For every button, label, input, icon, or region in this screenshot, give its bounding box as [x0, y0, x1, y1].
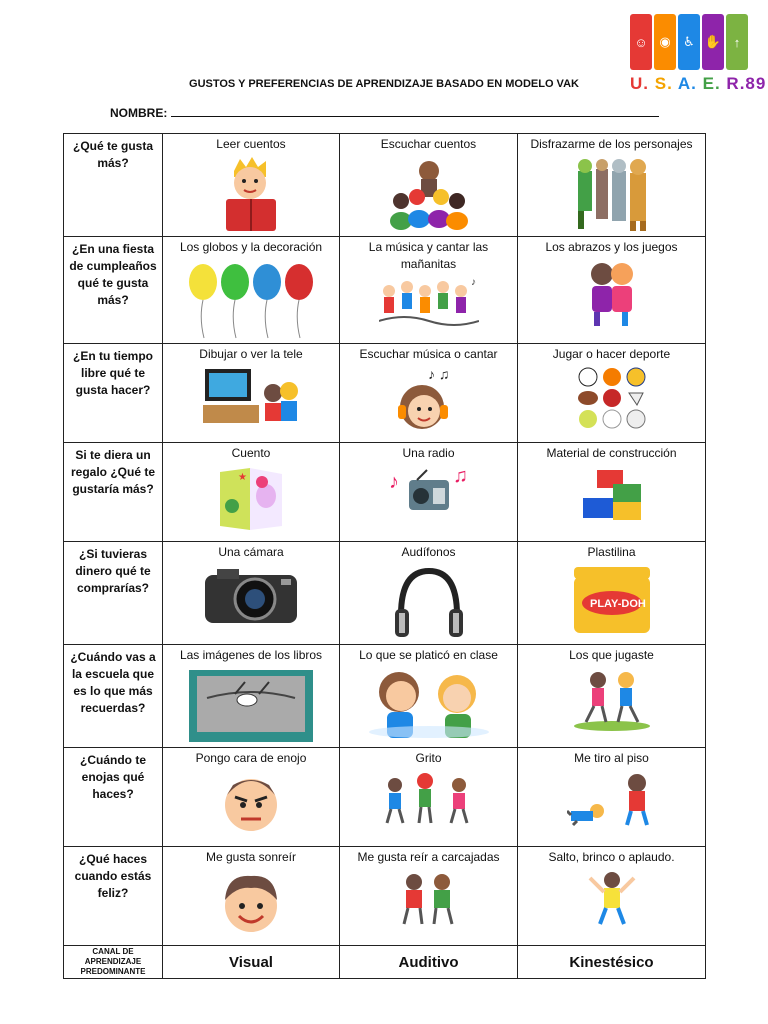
option-cell[interactable]: [518, 443, 706, 542]
option-label: Leer cuentos: [216, 137, 286, 151]
option-cell[interactable]: [340, 134, 518, 237]
option-label: Las imágenes de los libros: [179, 648, 323, 662]
option-cell[interactable]: [340, 847, 518, 946]
option-cell[interactable]: [163, 134, 340, 237]
svg-text:♪: ♪: [470, 277, 476, 288]
option-label: Me tiro al piso: [574, 751, 649, 765]
question-row: [64, 847, 706, 946]
logo-block-green: ↑: [726, 14, 748, 70]
logo-block-blue: ♿: [678, 14, 700, 70]
option-label: Dibujar o ver la tele: [199, 347, 303, 361]
canal-label: CANAL DE APRENDIZAJE PREDOMINANTE: [64, 946, 163, 979]
option-cell[interactable]: [518, 748, 706, 847]
option-label: Escuchar música o cantar: [359, 347, 498, 361]
building-blocks-icon: [518, 466, 705, 531]
option-label: Los globos y la decoración: [179, 240, 323, 254]
logo-block-orange: ◉: [654, 14, 676, 70]
option-label: Escuchar cuentos: [380, 137, 477, 151]
angry-face-icon: [163, 771, 339, 838]
option-label: Material de construcción: [546, 446, 677, 460]
option-label: Cuento: [231, 446, 271, 460]
option-cell[interactable]: [163, 443, 340, 542]
costumed-characters-icon: [518, 157, 705, 236]
girl-listening-music-icon: [340, 367, 517, 442]
kids-laughing-icon: [340, 870, 517, 929]
question-text: ¿Cuándo te enojas qué haces?: [64, 748, 163, 847]
question-row: [64, 134, 706, 237]
option-cell[interactable]: [163, 645, 340, 748]
option-cell[interactable]: [518, 237, 706, 344]
headphones-icon: [340, 565, 517, 644]
channel-kinestesico[interactable]: Kinestésico: [518, 946, 706, 979]
balloons-icon: [163, 260, 339, 343]
option-label: Pongo cara de enojo: [195, 751, 307, 765]
option-label: Me gusta sonreír: [205, 850, 297, 864]
svg-text:★: ★: [238, 472, 247, 483]
option-cell[interactable]: [340, 645, 518, 748]
question-row: [64, 748, 706, 847]
play-dough-icon: [518, 565, 705, 640]
child-tantrum-floor-icon: [518, 771, 705, 830]
vak-table: [63, 133, 706, 979]
option-label: Disfrazarme de los personajes: [530, 137, 693, 151]
svg-text:♪ ♫: ♪ ♫: [427, 367, 449, 382]
option-cell[interactable]: [518, 847, 706, 946]
svg-text:♪: ♪: [388, 471, 399, 493]
question-text: ¿En tu tiempo libre qué te gusta hacer?: [64, 344, 163, 443]
children-hugging-icon: [518, 260, 705, 329]
option-label: Jugar o hacer deporte: [552, 347, 671, 361]
svg-text:PLAY-DOH: PLAY-DOH: [589, 598, 646, 610]
question-row: [64, 443, 706, 542]
svg-text:♫: ♫: [452, 466, 468, 487]
option-cell[interactable]: [163, 344, 340, 443]
page-title: GUSTOS Y PREFERENCIAS DE APRENDIZAJE BASADO EN MODELO VAK: [189, 78, 579, 90]
option-cell[interactable]: [340, 443, 518, 542]
child-jumping-icon: [518, 870, 705, 933]
child-reading-book-icon: [163, 157, 339, 236]
option-cell[interactable]: [163, 542, 340, 645]
option-cell[interactable]: [163, 847, 340, 946]
logo-color-blocks: [630, 14, 750, 70]
option-cell[interactable]: [340, 344, 518, 443]
option-label: Salto, brinco o aplaudo.: [548, 850, 675, 864]
option-label: Grito: [415, 751, 442, 765]
option-label: Audífonos: [401, 545, 456, 559]
smiling-boy-icon: [163, 870, 339, 939]
option-cell[interactable]: [518, 542, 706, 645]
option-cell[interactable]: [163, 748, 340, 847]
question-text: ¿En una fiesta de cumpleaños qué te gusta más?: [64, 237, 163, 344]
option-cell[interactable]: [518, 645, 706, 748]
option-label: Me gusta reír a carcajadas: [357, 850, 500, 864]
option-label: Plastilina: [587, 545, 636, 559]
option-cell[interactable]: [518, 134, 706, 237]
question-text: ¿Qué haces cuando estás feliz?: [64, 847, 163, 946]
option-cell[interactable]: [340, 237, 518, 344]
logo-text: U. S. A. E. R.89: [630, 74, 767, 93]
question-text: ¿Si tuvieras dinero qué te comprarías?: [64, 542, 163, 645]
name-field[interactable]: [110, 106, 659, 120]
option-cell[interactable]: [340, 542, 518, 645]
question-text: Si te diera un regalo ¿Qué te gustaría más?: [64, 443, 163, 542]
option-cell[interactable]: [518, 344, 706, 443]
question-row: [64, 344, 706, 443]
question-text: ¿Qué te gusta más?: [64, 134, 163, 237]
option-label: Una radio: [402, 446, 455, 460]
name-label: NOMBRE:: [110, 106, 168, 120]
option-cell[interactable]: [340, 748, 518, 847]
camera-icon: [163, 565, 339, 630]
kids-shouting-icon: [340, 771, 517, 828]
logo-block-red: ☺: [630, 14, 652, 70]
option-label: Una cámara: [218, 545, 284, 559]
channel-visual[interactable]: Visual: [163, 946, 340, 979]
footer-row: [64, 946, 706, 979]
storybook-icon: [163, 466, 339, 535]
children-listening-story-icon: [340, 157, 517, 236]
children-singing-icon: [340, 277, 517, 332]
option-label: Los que jugaste: [569, 648, 654, 662]
option-label: Los abrazos y los juegos: [545, 240, 678, 254]
question-row: [64, 542, 706, 645]
radio-icon: [340, 466, 517, 517]
book-image-icon: [163, 668, 339, 747]
option-cell[interactable]: [163, 237, 340, 344]
logo-block-purple: ✋: [702, 14, 724, 70]
option-label: Lo que se platicó en clase: [359, 648, 498, 662]
option-label: La música y cantar las mañanitas: [368, 240, 489, 271]
question-row: [64, 645, 706, 748]
question-text: ¿Cuándo vas a la escuela que es lo que más recuerdas?: [64, 645, 163, 748]
channel-auditivo[interactable]: Auditivo: [340, 946, 518, 979]
question-row: [64, 237, 706, 344]
kids-playing-icon: [518, 668, 705, 735]
sports-balls-icon: [518, 367, 705, 432]
name-line[interactable]: [171, 106, 659, 117]
kids-watching-tv-icon: [163, 367, 339, 428]
kids-talking-icon: [340, 668, 517, 743]
